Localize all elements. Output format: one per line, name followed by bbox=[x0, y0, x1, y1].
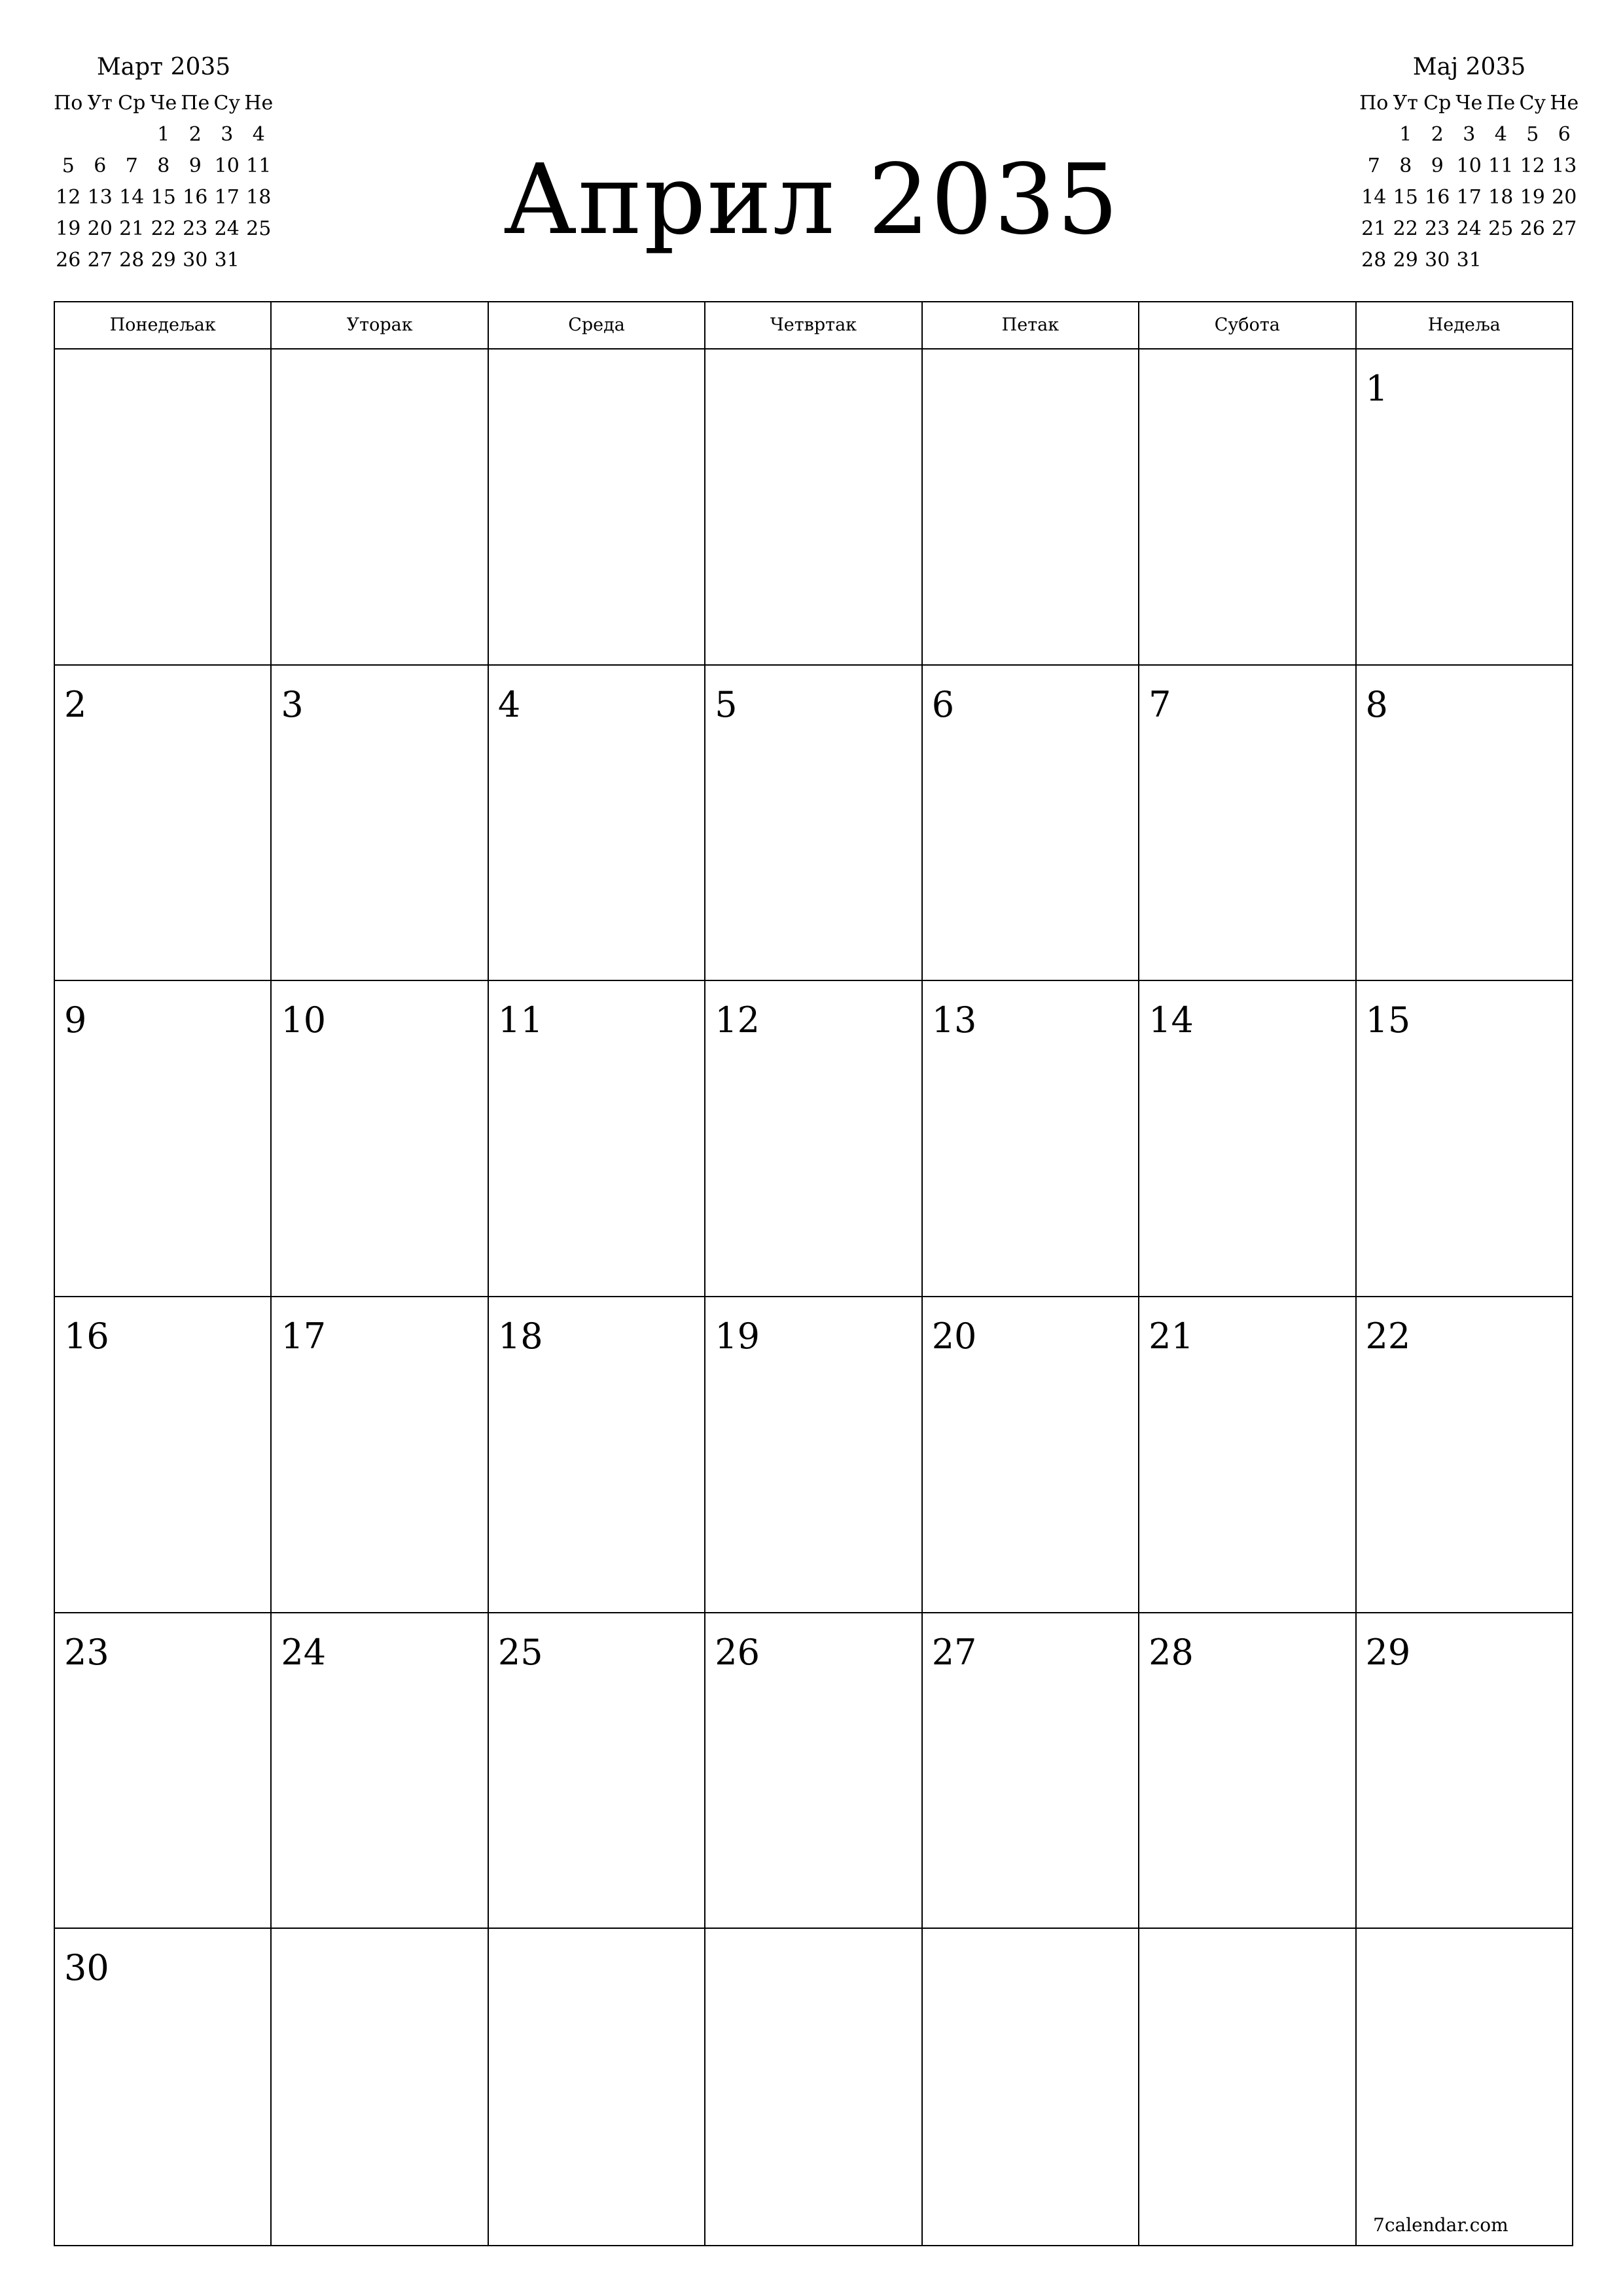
mini-weekday: По bbox=[1359, 92, 1389, 115]
mini-day: 29 bbox=[1393, 249, 1418, 272]
day-cell bbox=[489, 1297, 705, 1612]
prev-month-title: Март 2035 bbox=[96, 54, 231, 81]
mini-day: 2 bbox=[1431, 123, 1444, 146]
day-cell bbox=[923, 666, 1139, 980]
day-number: 14 bbox=[1149, 999, 1194, 1041]
mini-day: 11 bbox=[246, 154, 272, 177]
mini-weekday: Пе bbox=[1486, 92, 1516, 115]
day-cell bbox=[923, 1929, 1139, 2245]
day-number: 11 bbox=[497, 999, 543, 1041]
day-number: 2 bbox=[64, 683, 87, 725]
mini-weekday: Не bbox=[1550, 92, 1579, 115]
mini-day: 28 bbox=[119, 249, 145, 272]
mini-day: 16 bbox=[1425, 186, 1450, 209]
weekday-header: Уторак bbox=[272, 302, 488, 348]
mini-day: 6 bbox=[1558, 123, 1571, 146]
mini-day: 13 bbox=[1552, 154, 1577, 177]
day-cell bbox=[1357, 666, 1572, 980]
day-number: 19 bbox=[715, 1315, 760, 1357]
watermark: 7calendar.com bbox=[1373, 2214, 1508, 2236]
day-cell bbox=[272, 1613, 488, 1928]
day-number: 23 bbox=[64, 1631, 109, 1673]
day-cell bbox=[1357, 1297, 1572, 1612]
day-cell bbox=[272, 1297, 488, 1612]
mini-day: 18 bbox=[246, 186, 272, 209]
week-row bbox=[55, 1613, 1572, 1929]
day-number: 13 bbox=[931, 999, 977, 1041]
day-number: 6 bbox=[931, 683, 955, 725]
mini-weekday: Не bbox=[244, 92, 274, 115]
day-cell bbox=[1139, 350, 1356, 664]
mini-day: 20 bbox=[1552, 186, 1577, 209]
weekday-header-row bbox=[55, 302, 1572, 350]
day-cell bbox=[272, 350, 488, 664]
mini-day: 10 bbox=[214, 154, 240, 177]
mini-day: 23 bbox=[1425, 217, 1450, 240]
mini-day: 30 bbox=[1425, 249, 1450, 272]
day-number: 26 bbox=[715, 1631, 760, 1673]
mini-day: 22 bbox=[1393, 217, 1418, 240]
mini-day: 29 bbox=[151, 249, 176, 272]
mini-weekday: Ср bbox=[1423, 92, 1452, 115]
mini-day: 28 bbox=[1361, 249, 1387, 272]
week-row bbox=[55, 1297, 1572, 1613]
mini-weekday: По bbox=[54, 92, 83, 115]
mini-day: 7 bbox=[125, 154, 138, 177]
day-number: 27 bbox=[931, 1631, 977, 1673]
day-cell bbox=[705, 666, 922, 980]
mini-day: 15 bbox=[1393, 186, 1418, 209]
weekday-header: Среда bbox=[489, 302, 705, 348]
day-cell bbox=[1139, 1613, 1356, 1928]
mini-day: 27 bbox=[87, 249, 113, 272]
month-grid bbox=[54, 301, 1573, 2246]
day-cell bbox=[1139, 1929, 1356, 2245]
mini-day: 31 bbox=[1456, 249, 1482, 272]
day-cell bbox=[705, 1613, 922, 1928]
mini-day: 26 bbox=[1520, 217, 1545, 240]
page-title: Април 2035 bbox=[503, 143, 1120, 256]
mini-day: 14 bbox=[119, 186, 145, 209]
mini-weekday: Ср bbox=[118, 92, 146, 115]
day-number: 25 bbox=[497, 1631, 543, 1673]
next-month-title: Мај 2035 bbox=[1412, 54, 1526, 81]
mini-day: 15 bbox=[151, 186, 176, 209]
day-cell bbox=[1139, 1297, 1356, 1612]
day-cell bbox=[489, 666, 705, 980]
mini-day: 3 bbox=[1463, 123, 1476, 146]
mini-day: 3 bbox=[221, 123, 234, 146]
mini-day: 20 bbox=[87, 217, 113, 240]
day-number: 30 bbox=[64, 1947, 109, 1989]
day-cell bbox=[1357, 350, 1572, 664]
day-cell bbox=[55, 666, 272, 980]
day-cell bbox=[923, 981, 1139, 1296]
mini-weekday: Ут bbox=[1393, 92, 1418, 115]
mini-day: 2 bbox=[188, 123, 202, 146]
mini-day: 9 bbox=[188, 154, 202, 177]
mini-day: 10 bbox=[1456, 154, 1482, 177]
day-number: 20 bbox=[931, 1315, 977, 1357]
day-cell bbox=[1357, 1929, 1572, 2245]
mini-day: 6 bbox=[94, 154, 107, 177]
day-number: 3 bbox=[281, 683, 304, 725]
mini-day: 8 bbox=[157, 154, 170, 177]
day-number: 15 bbox=[1365, 999, 1411, 1041]
day-number: 16 bbox=[64, 1315, 109, 1357]
mini-day: 31 bbox=[214, 249, 240, 272]
mini-day: 12 bbox=[1520, 154, 1545, 177]
day-cell bbox=[272, 1929, 488, 2245]
mini-day: 17 bbox=[1456, 186, 1482, 209]
week-row bbox=[55, 1929, 1572, 2245]
mini-day: 11 bbox=[1488, 154, 1514, 177]
mini-day: 4 bbox=[1494, 123, 1507, 146]
day-cell bbox=[272, 666, 488, 980]
mini-day: 12 bbox=[56, 186, 81, 209]
mini-day: 21 bbox=[1361, 217, 1387, 240]
day-cell bbox=[489, 1613, 705, 1928]
mini-day: 19 bbox=[1520, 186, 1545, 209]
day-number: 18 bbox=[497, 1315, 543, 1357]
mini-day: 14 bbox=[1361, 186, 1387, 209]
weeks-container bbox=[55, 350, 1572, 2245]
day-cell bbox=[1139, 981, 1356, 1296]
day-number: 17 bbox=[281, 1315, 327, 1357]
day-number: 22 bbox=[1365, 1315, 1411, 1357]
mini-day: 5 bbox=[1526, 123, 1539, 146]
mini-day: 26 bbox=[56, 249, 81, 272]
next-month-calendar bbox=[1358, 51, 1580, 276]
mini-day: 27 bbox=[1552, 217, 1577, 240]
day-number: 10 bbox=[281, 999, 327, 1041]
mini-day: 22 bbox=[151, 217, 176, 240]
mini-day: 7 bbox=[1367, 154, 1380, 177]
day-cell bbox=[489, 981, 705, 1296]
day-number: 24 bbox=[281, 1631, 327, 1673]
mini-day: 13 bbox=[87, 186, 113, 209]
day-cell bbox=[705, 1297, 922, 1612]
day-cell bbox=[705, 1929, 922, 2245]
mini-day: 30 bbox=[183, 249, 208, 272]
weekday-header: Петак bbox=[923, 302, 1139, 348]
day-cell bbox=[55, 981, 272, 1296]
mini-day: 16 bbox=[183, 186, 208, 209]
day-cell bbox=[55, 1297, 272, 1612]
day-number: 4 bbox=[497, 683, 521, 725]
mini-day: 8 bbox=[1399, 154, 1412, 177]
mini-weekday: Ут bbox=[87, 92, 113, 115]
day-cell bbox=[923, 350, 1139, 664]
mini-weekday: Су bbox=[1519, 92, 1546, 115]
day-number: 7 bbox=[1149, 683, 1171, 725]
day-number: 29 bbox=[1365, 1631, 1411, 1673]
week-row bbox=[55, 666, 1572, 982]
day-number: 5 bbox=[715, 683, 738, 725]
day-cell bbox=[705, 350, 922, 664]
weekday-header: Четвртак bbox=[705, 302, 922, 348]
mini-day: 24 bbox=[1456, 217, 1482, 240]
day-cell bbox=[272, 981, 488, 1296]
day-number: 28 bbox=[1149, 1631, 1194, 1673]
mini-day: 25 bbox=[246, 217, 272, 240]
mini-day bbox=[1358, 119, 1390, 151]
mini-day: 5 bbox=[62, 154, 75, 177]
mini-day: 21 bbox=[119, 217, 145, 240]
next-month-grid bbox=[1358, 88, 1580, 276]
day-cell bbox=[489, 350, 705, 664]
day-number: 1 bbox=[1365, 368, 1388, 409]
week-row bbox=[55, 350, 1572, 666]
mini-day: 19 bbox=[56, 217, 81, 240]
mini-day: 24 bbox=[214, 217, 240, 240]
mini-day: 9 bbox=[1431, 154, 1444, 177]
mini-day: 4 bbox=[252, 123, 265, 146]
mini-day: 17 bbox=[214, 186, 240, 209]
mini-day: 1 bbox=[1399, 123, 1412, 146]
weekday-header: Понедељак bbox=[55, 302, 272, 348]
day-cell bbox=[55, 1613, 272, 1928]
mini-weekday: Че bbox=[150, 92, 177, 115]
day-cell bbox=[55, 1929, 272, 2245]
mini-day: 23 bbox=[183, 217, 208, 240]
weekday-header: Субота bbox=[1139, 302, 1356, 348]
day-cell bbox=[923, 1297, 1139, 1612]
day-cell bbox=[1357, 1613, 1572, 1928]
day-cell bbox=[705, 981, 922, 1296]
day-cell bbox=[1139, 666, 1356, 980]
day-number: 8 bbox=[1365, 683, 1388, 725]
day-number: 21 bbox=[1149, 1315, 1194, 1357]
day-number: 12 bbox=[715, 999, 760, 1041]
mini-weekday: Су bbox=[213, 92, 241, 115]
mini-day: 1 bbox=[157, 123, 170, 146]
day-cell bbox=[489, 1929, 705, 2245]
day-cell bbox=[1357, 981, 1572, 1296]
mini-day: 25 bbox=[1488, 217, 1514, 240]
mini-day: 18 bbox=[1488, 186, 1514, 209]
weekday-header: Недеља bbox=[1427, 315, 1501, 335]
day-cell bbox=[923, 1613, 1139, 1928]
week-row bbox=[55, 981, 1572, 1297]
day-number: 9 bbox=[64, 999, 87, 1041]
mini-weekday: Пе bbox=[181, 92, 210, 115]
day-cell bbox=[55, 350, 272, 664]
mini-weekday: Че bbox=[1455, 92, 1483, 115]
